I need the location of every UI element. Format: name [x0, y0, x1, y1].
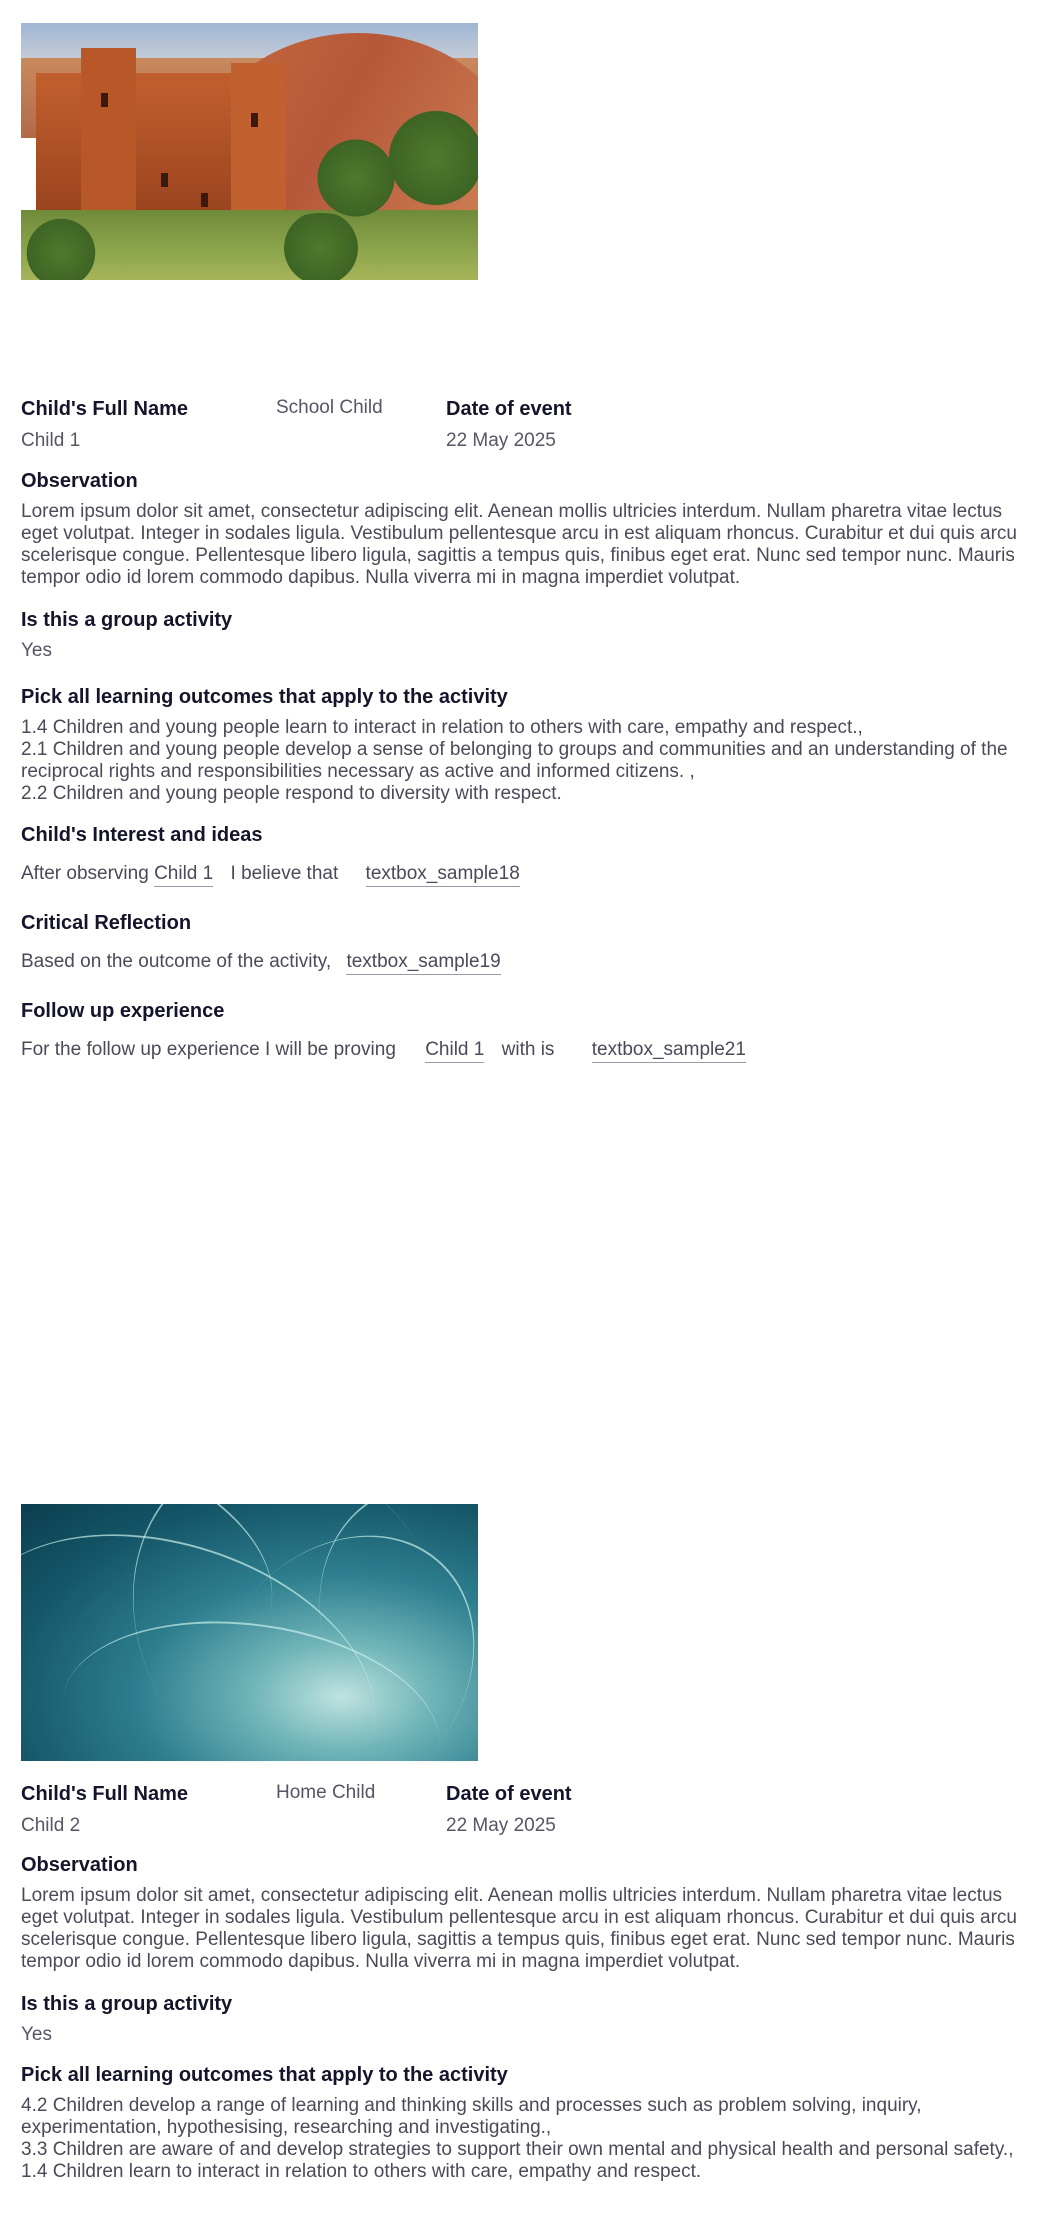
reflection-label: Critical Reflection [21, 912, 192, 934]
outcome-item: 2.2 Children and young people respond to diversity with respect. [21, 783, 562, 804]
followup-child-field[interactable]: Child 1 [425, 1039, 484, 1063]
child-type-value: Home Child [276, 1782, 376, 1803]
date-value: 22 May 2025 [446, 430, 556, 451]
interest-prefix: After observing [21, 863, 149, 884]
followup-mid: with is [501, 1039, 555, 1060]
reflection-row [21, 951, 501, 975]
observation-label: Observation [21, 1854, 138, 1876]
outcome-item: 1.4 Children and young people learn to interact in relation to others with care, empathy and respect., [21, 717, 863, 738]
outcomes-list [21, 717, 1031, 805]
interest-text-field[interactable]: textbox_sample18 [366, 863, 520, 887]
followup-label: Follow up experience [21, 1000, 225, 1022]
group-activity-value: Yes [21, 640, 52, 661]
observation-text: Lorem ipsum dolor sit amet, consectetur adipiscing elit. Aenean mollis ultricies interdum. Nullam pharetra vitae lectus eget volutpat. Integer in sodales ligula. Vestibulum pellentesque arcu in est aliquam rhoncus. Curabitur et dui quis arcu scelerisque congue. Pellentesque libero ligula, sagittis a tempus quis, finibus eget erat. Nunc sed tempor nunc. Mauris tempor odio id lorem commodo dapibus. Nulla viverra mi in magna imperdiet volutpat. [21, 1885, 1017, 1972]
outcome-item: 2.1 Children and young people develop a sense of belonging to groups and communities and an understanding of the reciprocal rights and responsibilities necessary as active and informed citizens. , [21, 739, 1008, 782]
interest-row [21, 863, 520, 887]
reflection-text-field[interactable]: textbox_sample19 [346, 951, 500, 975]
entry-photo-agave [21, 1504, 478, 1761]
date-label: Date of event [446, 1783, 572, 1805]
child-name-label: Child's Full Name [21, 398, 189, 420]
followup-row [21, 1039, 746, 1063]
interest-label: Child's Interest and ideas [21, 824, 263, 846]
outcomes-label: Pick all learning outcomes that apply to the activity [21, 2064, 508, 2086]
reflection-prefix: Based on the outcome of the activity, [21, 951, 332, 972]
entry-photo-desert [21, 23, 478, 280]
child-type-value: School Child [276, 397, 383, 418]
child-name-value: Child 2 [21, 1815, 81, 1836]
followup-prefix: For the follow up experience I will be proving [21, 1039, 396, 1060]
group-activity-value: Yes [21, 2024, 52, 2045]
date-value: 22 May 2025 [446, 1815, 556, 1836]
group-activity-label: Is this a group activity [21, 609, 233, 631]
child-name-value: Child 1 [21, 430, 81, 451]
observation-label: Observation [21, 470, 138, 492]
outcomes-label: Pick all learning outcomes that apply to the activity [21, 686, 508, 708]
date-label: Date of event [446, 398, 572, 420]
outcomes-list [21, 2095, 1031, 2183]
outcome-item: 3.3 Children are aware of and develop strategies to support their own mental and physical health and personal safety., [21, 2139, 1014, 2160]
outcome-item: 4.2 Children develop a range of learning and thinking skills and processes such as problem solving, inquiry, experimentation, hypothesising, researching and investigating., [21, 2095, 922, 2138]
group-activity-label: Is this a group activity [21, 1993, 233, 2015]
interest-mid: I believe that [230, 863, 339, 884]
observation-text: Lorem ipsum dolor sit amet, consectetur adipiscing elit. Aenean mollis ultricies interdum. Nullam pharetra vitae lectus eget volutpat. Integer in sodales ligula. Vestibulum pellentesque arcu in est aliquam rhoncus. Curabitur et dui quis arcu scelerisque congue. Pellentesque libero ligula, sagittis a tempus quis, finibus eget erat. Nunc sed tempor nunc. Mauris tempor odio id lorem commodo dapibus. Nulla viverra mi in magna imperdiet volutpat. [21, 501, 1017, 588]
interest-child-field[interactable]: Child 1 [154, 863, 213, 887]
outcome-item: 1.4 Children learn to interact in relation to others with care, empathy and respect. [21, 2161, 702, 2182]
child-name-label: Child's Full Name [21, 1783, 189, 1805]
followup-text-field[interactable]: textbox_sample21 [592, 1039, 746, 1063]
